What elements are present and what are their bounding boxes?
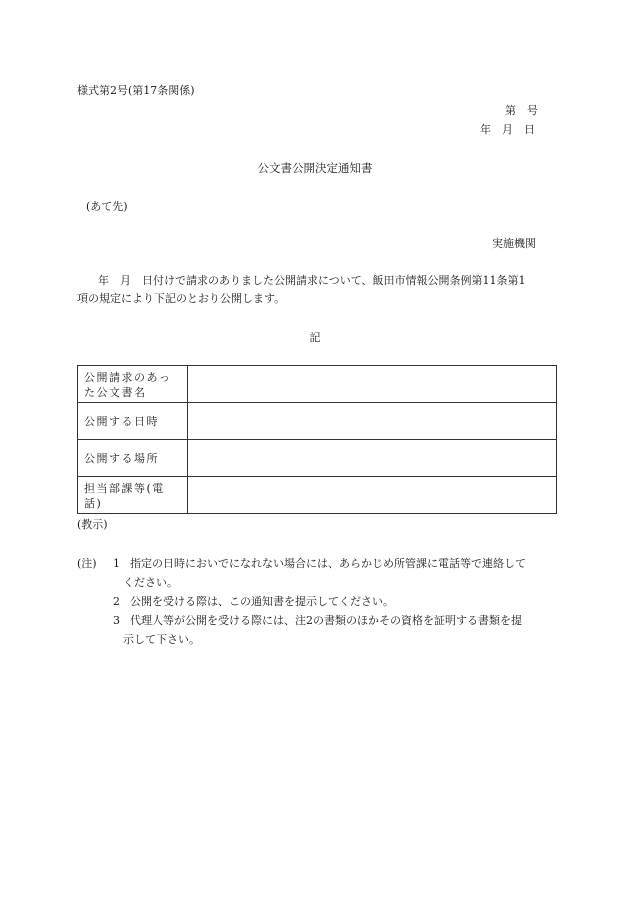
row-label-datetime: 公開する日時: [78, 403, 188, 440]
table-row: [78, 403, 557, 440]
row-value-datetime: [188, 403, 557, 440]
body-text-line-2: 項の規定により下記のとおり公開します。: [77, 292, 286, 305]
note-3-line-1: [113, 613, 522, 629]
page-title: 公文書公開決定通知書: [257, 161, 373, 175]
note-1-text: 指定の日時においでになれない場合には、あらかじめ所管課に電話等で連絡して: [130, 557, 526, 570]
row-label-place: 公開する場所: [78, 440, 188, 477]
note-3-text: 代理人等が公開を受ける際には、注2の書類のほかその資格を証明する書類を提: [130, 614, 522, 627]
document-date: 年 月 日: [480, 123, 535, 136]
note-2-number: 2: [113, 595, 120, 608]
kyoji-label: (教示): [77, 518, 108, 531]
row-label-document-name: 公開請求のあった公文書名: [78, 366, 188, 403]
note-2-line-1: [113, 594, 394, 610]
row-label-department: 担当部課等(電話): [78, 477, 188, 514]
note-3-number: 3: [113, 614, 120, 627]
ki-heading: 記: [309, 331, 321, 344]
table-row: [78, 366, 557, 403]
row-value-document-name: [188, 366, 557, 403]
table-row: [78, 477, 557, 514]
note-3-line-2: 示して下さい。: [123, 633, 200, 646]
record-table: [77, 365, 557, 514]
addressee: (あて先): [86, 200, 128, 213]
note-2-text: 公開を受ける際は、この通知書を提示してください。: [130, 595, 394, 608]
document-number: 第 号: [505, 104, 538, 117]
row-value-department: [188, 477, 557, 514]
body-text-line-1: 年 月 日付けで請求のありました公開請求について、飯田市情報公開条例第11条第1: [98, 274, 526, 287]
table-row: [78, 440, 557, 477]
row-value-place: [188, 440, 557, 477]
form-number: 様式第2号(第17条関係): [77, 84, 195, 97]
notes-mark: (注): [77, 557, 97, 570]
note-1-number: 1: [113, 557, 120, 570]
note-1-line-2: ください。: [123, 576, 178, 589]
note-1-line-1: [113, 556, 526, 572]
issuing-organization: 実施機関: [492, 237, 536, 250]
